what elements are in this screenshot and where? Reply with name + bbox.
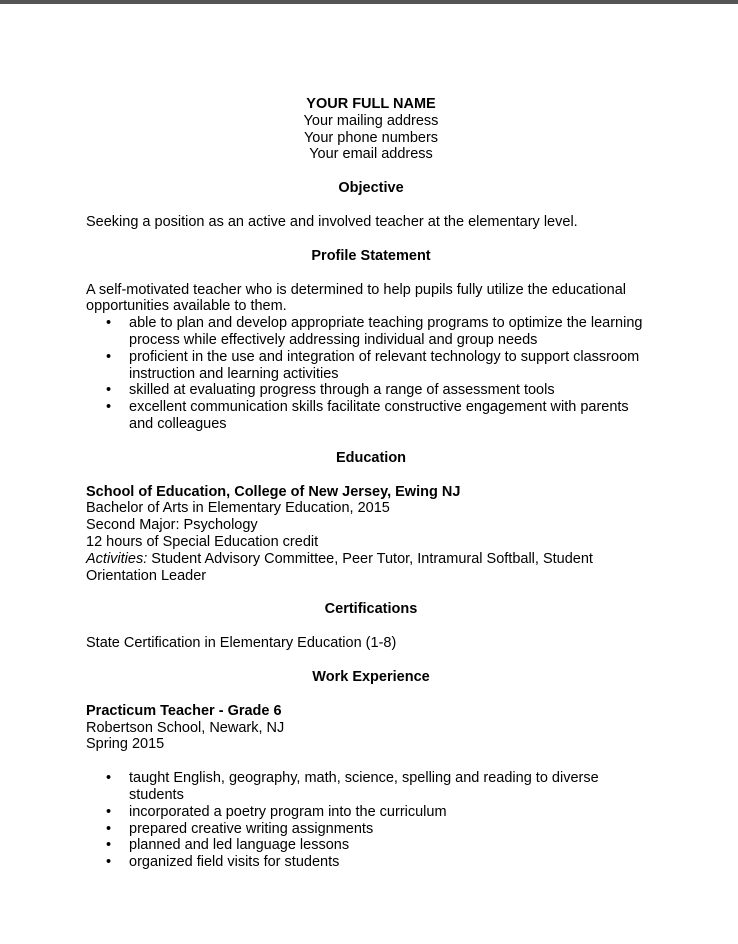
- list-item: [86, 315, 656, 349]
- work-bullet-list: [86, 770, 656, 871]
- bullet-text: skilled at evaluating progress through a range of assessment tools: [129, 382, 555, 399]
- bullet-text: proficient in the use and integration of relevant technology to support classroom instruction and learning activities: [129, 348, 640, 382]
- spacer: [86, 231, 656, 248]
- list-item: [86, 349, 656, 383]
- objective-heading: Objective: [338, 180, 404, 197]
- top-border: [0, 0, 738, 4]
- bullet-text: taught English, geography, math, science, spelling and reading to diverse students: [129, 770, 599, 803]
- list-item: [86, 854, 656, 871]
- credits: 12 hours of Special Education credit: [86, 533, 319, 550]
- certification-text: State Certification in Elementary Education (1-8): [86, 635, 397, 652]
- spacer: [86, 265, 656, 282]
- list-item: [86, 382, 656, 399]
- objective-text: Seeking a position as an active and involved teacher at the elementary level.: [86, 213, 578, 230]
- second-major: Second Major: Psychology: [86, 517, 258, 534]
- phone-numbers: Your phone numbers: [303, 129, 439, 146]
- spacer: [86, 433, 656, 450]
- school-name: School of Education, College of New Jersey, Ewing NJ: [86, 483, 461, 500]
- bullet-icon: •: [106, 348, 112, 365]
- spacer: [86, 584, 656, 601]
- list-item: [86, 770, 656, 804]
- bullet-icon: •: [106, 803, 112, 820]
- resume-header: [86, 96, 656, 163]
- bullet-icon: •: [106, 382, 112, 399]
- spacer: [86, 618, 656, 635]
- job-dates: Spring 2015: [86, 736, 165, 753]
- spacer: [86, 652, 656, 669]
- list-item: [86, 804, 656, 821]
- profile-heading: Profile Statement: [311, 247, 431, 264]
- bullet-text: able to plan and develop appropriate teaching programs to optimize the learning process while effectively addressing individual and group needs: [129, 315, 643, 348]
- bullet-icon: •: [106, 770, 112, 787]
- bullet-icon: •: [106, 820, 112, 837]
- certifications-heading: Certifications: [324, 601, 418, 618]
- bullet-text: prepared creative writing assignments: [129, 820, 374, 837]
- profile-bullet-list: [86, 315, 656, 433]
- profile-intro: A self-motivated teacher who is determined to help pupils fully utilize the educational opportunities available to them.: [86, 281, 627, 315]
- list-item: [86, 821, 656, 838]
- spacer: [86, 197, 656, 214]
- spacer: [86, 467, 656, 484]
- email-address: Your email address: [309, 146, 433, 163]
- bullet-icon: •: [106, 399, 112, 416]
- activities: [86, 551, 656, 585]
- mailing-address: Your mailing address: [303, 112, 439, 129]
- bullet-icon: •: [106, 854, 112, 871]
- employer: Robertson School, Newark, NJ: [86, 719, 285, 736]
- list-item: [86, 399, 656, 433]
- bullet-text: organized field visits for students: [129, 854, 340, 871]
- bullet-text: excellent communication skills facilitate constructive engagement with parents and colleagues: [129, 399, 629, 432]
- full-name: YOUR FULL NAME: [306, 96, 436, 112]
- bullet-icon: •: [106, 837, 112, 854]
- activities-label: Activities:: [86, 550, 148, 567]
- job-title: Practicum Teacher - Grade 6: [86, 702, 282, 719]
- resume-document: [86, 96, 656, 871]
- list-item: [86, 837, 656, 854]
- spacer: [86, 686, 656, 703]
- activities-text: Student Advisory Committee, Peer Tutor, Intramural Softball, Student Orientation Leader: [86, 550, 593, 584]
- work-heading: Work Experience: [312, 668, 430, 685]
- bullet-icon: •: [106, 315, 112, 332]
- degree: Bachelor of Arts in Elementary Education, 2015: [86, 500, 390, 517]
- spacer: [86, 753, 656, 770]
- education-heading: Education: [335, 449, 407, 466]
- bullet-text: planned and led language lessons: [129, 837, 350, 854]
- bullet-text: incorporated a poetry program into the curriculum: [129, 803, 447, 820]
- spacer: [86, 163, 656, 180]
